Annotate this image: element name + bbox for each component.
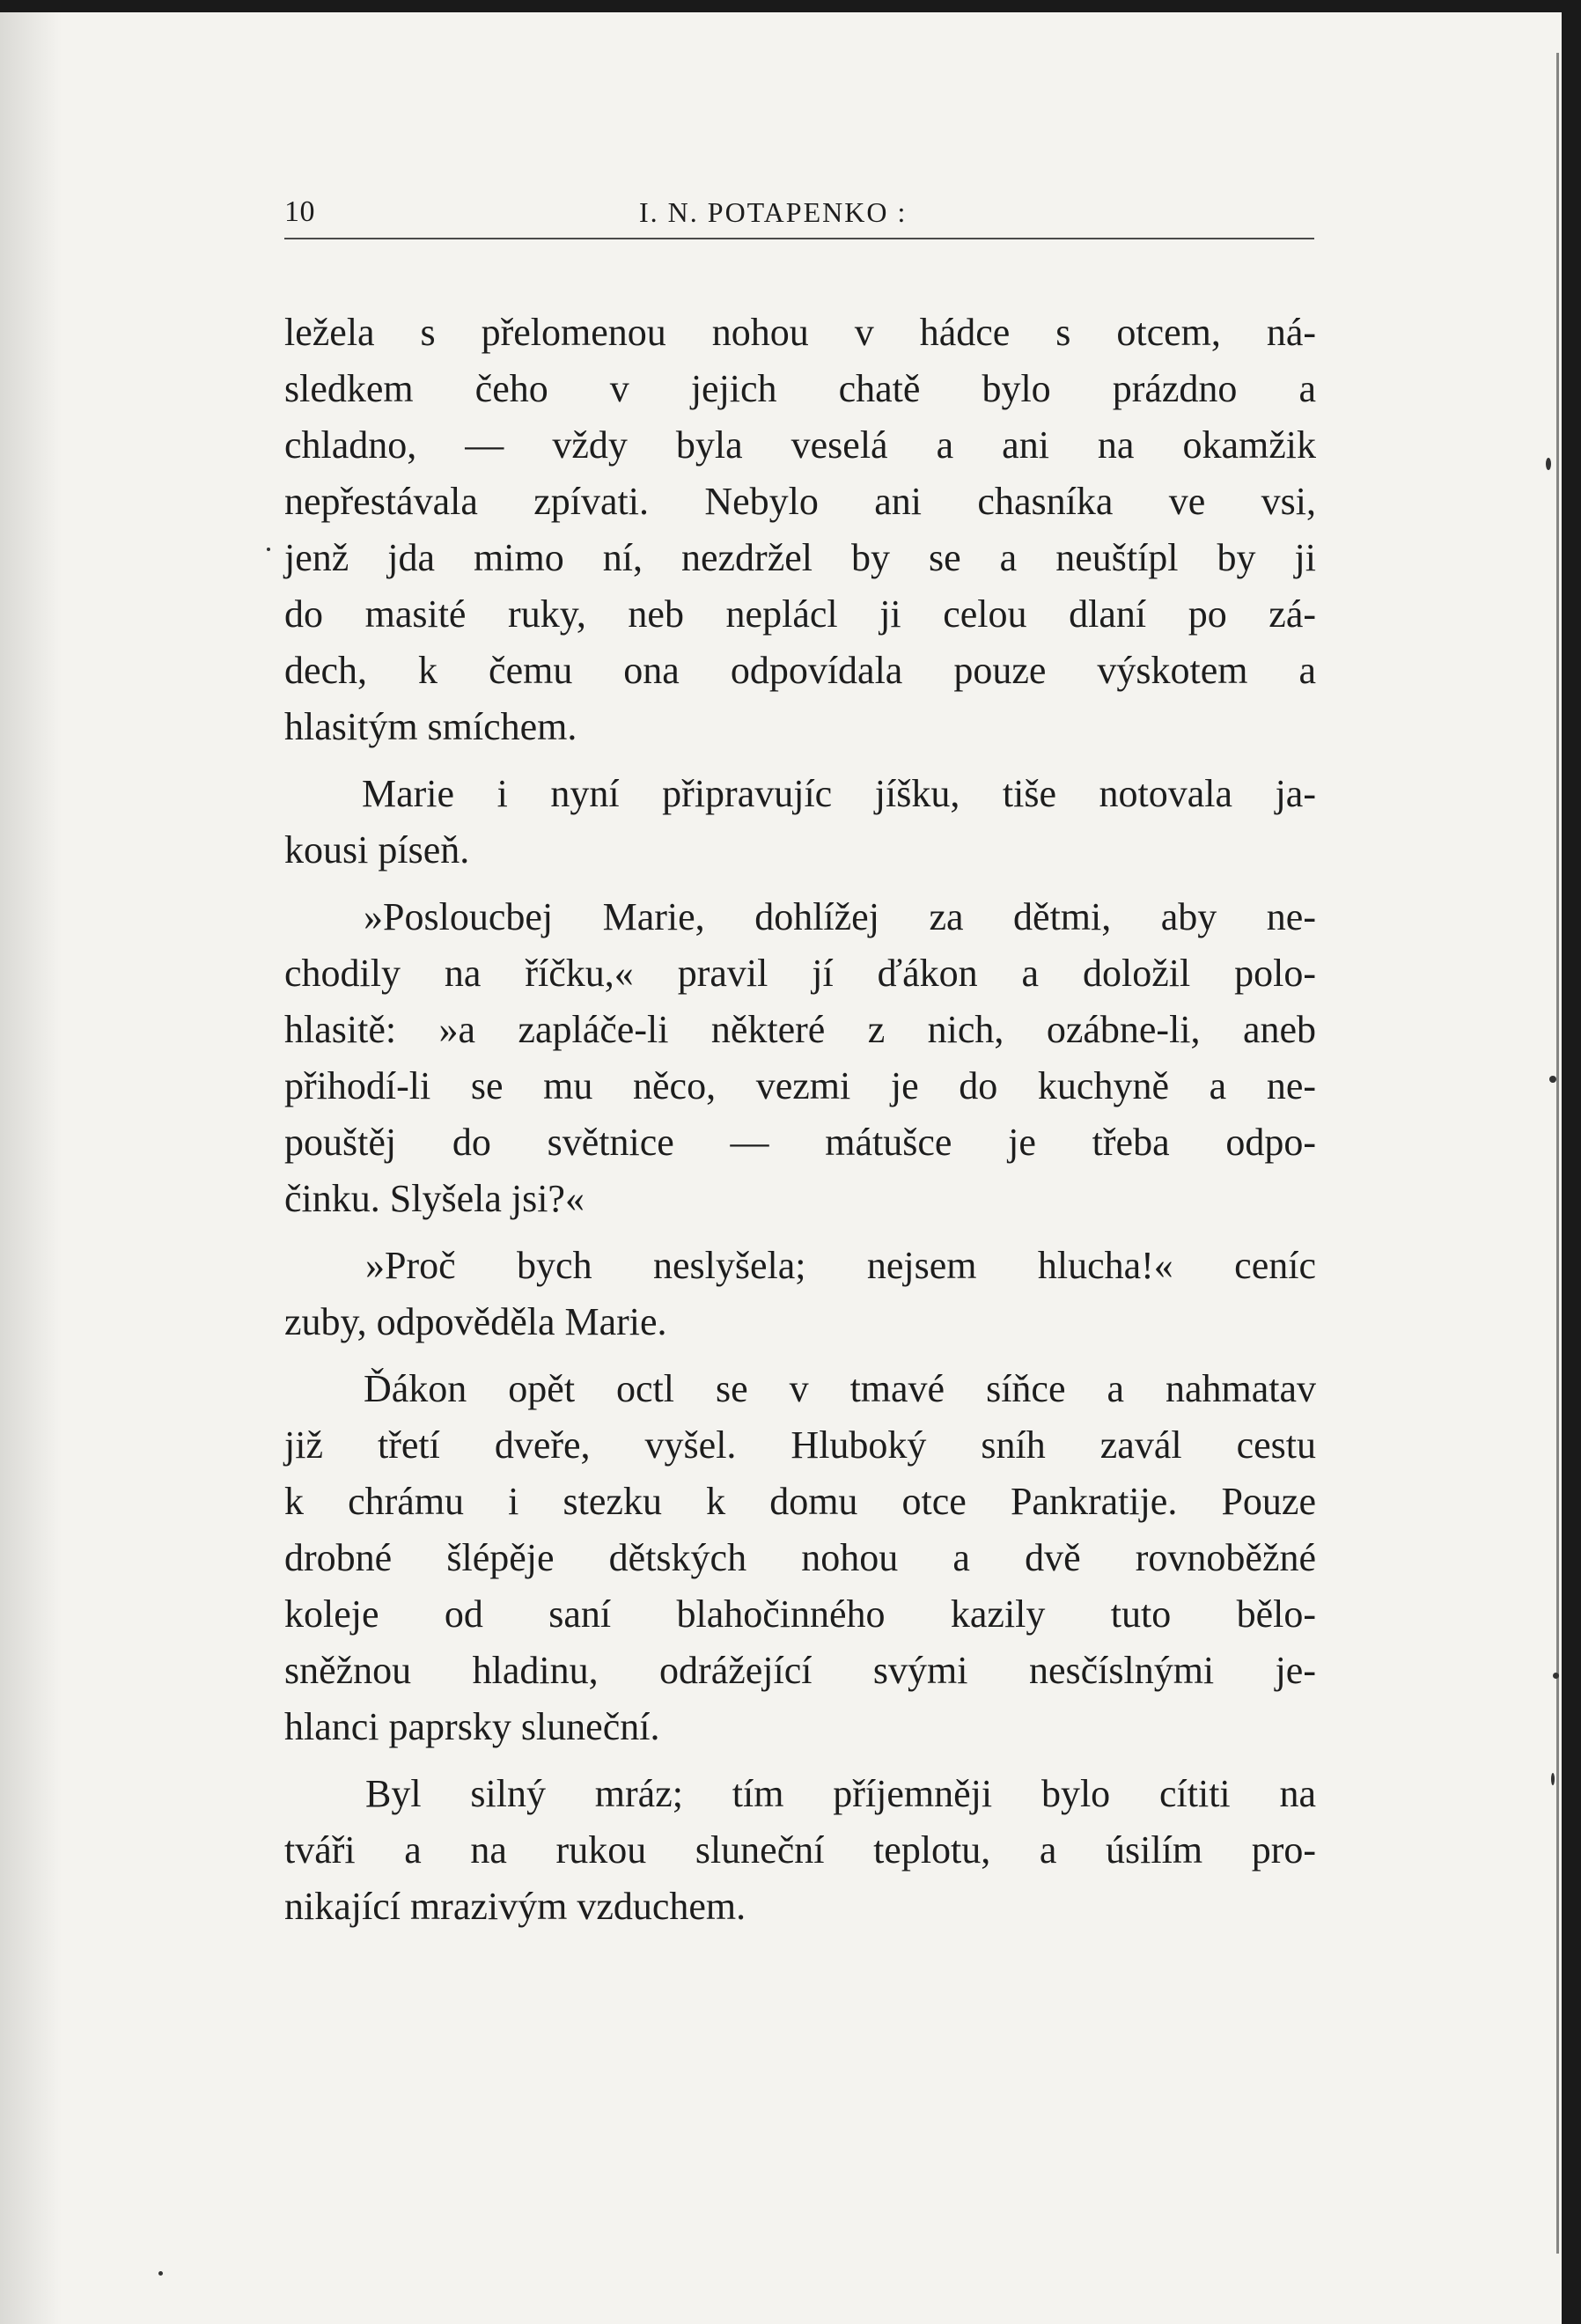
scan-speck <box>1546 458 1551 470</box>
scan-speck <box>1553 1673 1559 1679</box>
text-line: dech, k čemu ona odpovídala pouze výskotem a <box>284 649 1316 692</box>
text-line: sněžnou hladinu, odrážející svými nesčíslnými je- <box>284 1649 1316 1692</box>
text-line: přihodí-li se mu něco, vezmi je do kuchyně a ne- <box>284 1064 1316 1107</box>
scan-binding-line <box>1556 53 1559 2254</box>
scan-top-edge <box>0 0 1581 12</box>
page-header <box>284 192 1314 241</box>
scan-right-edge <box>1562 0 1581 2324</box>
paragraph <box>284 1361 1316 1755</box>
text-line: zuby, odpověděla Marie. <box>284 1300 667 1343</box>
scan-speck <box>1549 1076 1556 1083</box>
scan-speck <box>158 2271 163 2276</box>
body-text <box>284 305 1316 1935</box>
text-line: chladno, — vždy byla veselá a ani na okamžik <box>284 423 1316 467</box>
text-line: sledkem čeho v jejich chatě bylo prázdno a <box>284 367 1316 410</box>
text-line: koleje od saní blahočinného kazily tuto bělo- <box>284 1592 1316 1636</box>
text-line: »Posloucbej Marie, dohlížej za dětmi, aby ne- <box>364 895 1316 938</box>
text-line: Byl silný mráz; tím příjemněji bylo cítiti na <box>365 1772 1316 1815</box>
paragraph <box>284 1238 1316 1350</box>
text-line: tváři a na rukou sluneční teplotu, a úsilím pro- <box>284 1828 1316 1872</box>
text-line: nikající mrazivým vzduchem. <box>284 1885 746 1928</box>
paragraph <box>284 1766 1316 1935</box>
text-line: Marie i nyní připravujíc jíšku, tiše notovala ja- <box>362 772 1316 815</box>
text-line: ležela s přelomenou nohou v hádce s otcem, ná- <box>284 311 1316 354</box>
text-line: hlanci paprsky sluneční. <box>284 1705 660 1748</box>
text-line: nepřestávala zpívati. Nebylo ani chasníka ve vsi, <box>284 480 1316 523</box>
text-line: jenž jda mimo ní, nezdržel by se a neuštípl by ji <box>284 536 1316 579</box>
paragraph <box>284 766 1316 879</box>
text-line: hlasitě: »a zapláče-li některé z nich, ozábne-li, aneb <box>284 1008 1316 1051</box>
text-line: hlasitým smíchem. <box>284 705 577 748</box>
paragraph <box>284 305 1316 755</box>
text-line: již třetí dveře, vyšel. Hluboký sníh zavál cestu <box>284 1423 1316 1467</box>
text-line: pouštěj do světnice — mátušce je třeba odpo- <box>284 1121 1316 1164</box>
text-line: Ďákon opět octl se v tmavé síňce a nahmatav <box>364 1367 1316 1410</box>
running-head: I. N. POTAPENKO : <box>639 196 908 228</box>
text-line: činku. Slyšela jsi?« <box>284 1177 585 1220</box>
text-line: do masité ruky, neb neplácl ji celou dlaní po zá- <box>284 592 1316 636</box>
scan-left-shade <box>0 12 62 2324</box>
header-rule <box>284 238 1314 239</box>
scan-speck <box>267 548 270 551</box>
scan-speck <box>1551 1773 1555 1785</box>
page-number: 10 <box>284 195 315 228</box>
text-line: drobné šlépěje dětských nohou a dvě rovnoběžné <box>284 1536 1316 1579</box>
text-line: kousi píseň. <box>284 828 470 872</box>
text-line: chodily na říčku,« pravil jí ďákon a doložil polo- <box>284 952 1316 995</box>
paragraph <box>284 889 1316 1227</box>
text-line: k chrámu i stezku k domu otce Pankratije. Pouze <box>284 1480 1316 1523</box>
text-line: »Proč bych neslyšela; nejsem hlucha!« ceníc <box>365 1244 1316 1287</box>
